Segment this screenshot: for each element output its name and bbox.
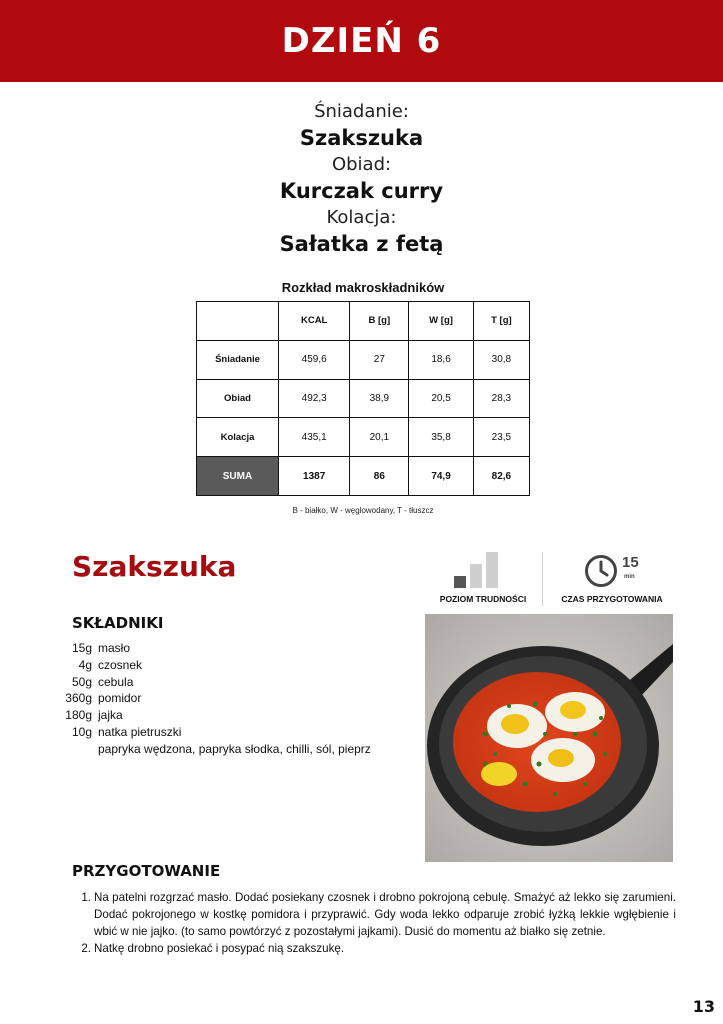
difficulty-bar-3 bbox=[486, 552, 498, 588]
step-text: Na patelni rozgrzać masło. Dodać posiekany czosnek i drobno pokrojoną cebulę. Smażyć aż lekko się zarumieni. Dodać pokrojonego w kostkę pomidora i przyprawić. Gdy woda lekko odparuje zrobić łyżką lekkie wgłębienie i wbić w nie jajko. (to samo powtórzyć z pozostałymi jajkami). Dusić do momentu aż białko się zetnie. bbox=[94, 891, 676, 938]
ingredient-name: natka pietruszki bbox=[98, 724, 182, 739]
ingredients-heading: SKŁADNIKI bbox=[72, 614, 164, 632]
list-item bbox=[72, 889, 676, 940]
step-text: Natkę drobno posiekać i posypać nią szakszukę. bbox=[94, 942, 345, 955]
ingredient-name: papryka wędzona, papryka słodka, chilli, sól, pieprz bbox=[98, 741, 371, 756]
table-cell: 23,5 bbox=[473, 418, 529, 457]
sum-cell: 82,6 bbox=[473, 457, 529, 496]
lunch-label: Obiad: bbox=[331, 154, 392, 175]
sum-cell: 74,9 bbox=[409, 457, 473, 496]
table-cell: 38,9 bbox=[350, 379, 409, 418]
step-number: 1. bbox=[81, 891, 91, 904]
badge-divider bbox=[542, 552, 543, 606]
table-row bbox=[197, 340, 530, 379]
table-cell: 435,1 bbox=[279, 418, 350, 457]
table-cell: 30,8 bbox=[473, 340, 529, 379]
ingredient-name: jajka bbox=[98, 708, 123, 723]
table-cell: 27 bbox=[350, 340, 409, 379]
sum-cell: 1387 bbox=[279, 457, 350, 496]
ingredient-qty: 180g bbox=[65, 708, 92, 723]
macro-legend: B - białko, W - węglowodany, T - tłuszcz bbox=[292, 506, 434, 515]
breakfast-label: Śniadanie: bbox=[314, 101, 409, 122]
time-unit: min bbox=[624, 574, 635, 580]
dish-photo bbox=[425, 614, 673, 862]
page-header bbox=[0, 0, 723, 82]
ingredient-qty: 10g bbox=[71, 724, 92, 739]
list-item bbox=[72, 940, 676, 957]
table-cell: 20,1 bbox=[350, 418, 409, 457]
time-value: 15 bbox=[622, 554, 639, 571]
table-row bbox=[197, 379, 530, 418]
row-label: Obiad bbox=[197, 379, 279, 418]
column-header: KCAL bbox=[279, 302, 350, 341]
list-item bbox=[62, 707, 371, 724]
ingredient-qty: 50g bbox=[71, 674, 92, 689]
list-item bbox=[62, 674, 371, 691]
ingredient-name: masło bbox=[98, 641, 131, 655]
list-item bbox=[62, 741, 371, 758]
step-number: 2. bbox=[81, 942, 91, 955]
table-cell: 18,6 bbox=[409, 340, 473, 379]
list-item bbox=[62, 724, 371, 741]
recipe-title: Szakszuka bbox=[72, 550, 237, 583]
recipe-badges bbox=[426, 550, 676, 608]
breakfast-name: Szakszuka bbox=[299, 126, 424, 150]
dinner-name: Sałatka z fetą bbox=[279, 232, 444, 256]
difficulty-bars-icon bbox=[454, 552, 498, 588]
table-sum-row bbox=[197, 457, 530, 496]
day-title: DZIEŃ 6 bbox=[281, 21, 442, 61]
list-item bbox=[62, 657, 371, 674]
table-row bbox=[197, 418, 530, 457]
ingredient-qty bbox=[62, 741, 98, 758]
ingredients-list bbox=[62, 640, 371, 758]
column-header: B [g] bbox=[350, 302, 409, 341]
lunch-name: Kurczak curry bbox=[279, 179, 444, 203]
difficulty-badge bbox=[426, 550, 540, 608]
table-cell: 20,5 bbox=[409, 379, 473, 418]
table-header-row bbox=[197, 302, 530, 341]
difficulty-bar-1 bbox=[454, 576, 466, 588]
ingredient-name: cebula bbox=[98, 674, 134, 689]
time-badge bbox=[548, 550, 676, 608]
table-cell: 459,6 bbox=[279, 340, 350, 379]
list-item bbox=[62, 640, 371, 657]
sum-cell: 86 bbox=[350, 457, 409, 496]
clock-icon bbox=[584, 554, 618, 588]
difficulty-bar-2 bbox=[470, 564, 482, 588]
row-label: Kolacja bbox=[197, 418, 279, 457]
ingredient-qty: 15g bbox=[71, 641, 92, 655]
preparation-heading: PRZYGOTOWANIE bbox=[72, 862, 221, 880]
page-number: 13 bbox=[692, 997, 715, 1016]
row-label: Śniadanie bbox=[197, 340, 279, 379]
macro-table bbox=[196, 301, 530, 496]
column-header: W [g] bbox=[409, 302, 473, 341]
table-cell: 28,3 bbox=[473, 379, 529, 418]
table-cell: 492,3 bbox=[279, 379, 350, 418]
preparation-steps bbox=[72, 889, 676, 957]
time-label: CZAS PRZYGOTOWANIA bbox=[561, 594, 663, 604]
sum-label: SUMA bbox=[197, 457, 279, 496]
ingredient-name: czosnek bbox=[98, 657, 143, 672]
list-item bbox=[62, 690, 371, 707]
table-cell: 35,8 bbox=[409, 418, 473, 457]
dinner-label: Kolacja: bbox=[326, 207, 397, 228]
table-corner-cell bbox=[197, 302, 279, 341]
shakshuka-pan-image bbox=[425, 614, 673, 862]
ingredient-qty: 360g bbox=[65, 691, 92, 706]
ingredient-qty: 4g bbox=[78, 657, 92, 672]
column-header: T [g] bbox=[473, 302, 529, 341]
macro-table-title: Rozkład makroskładników bbox=[281, 280, 445, 295]
difficulty-label: POZIOM TRUDNOŚCI bbox=[439, 594, 527, 604]
day-menu bbox=[0, 100, 723, 259]
ingredient-name: pomidor bbox=[98, 691, 142, 706]
